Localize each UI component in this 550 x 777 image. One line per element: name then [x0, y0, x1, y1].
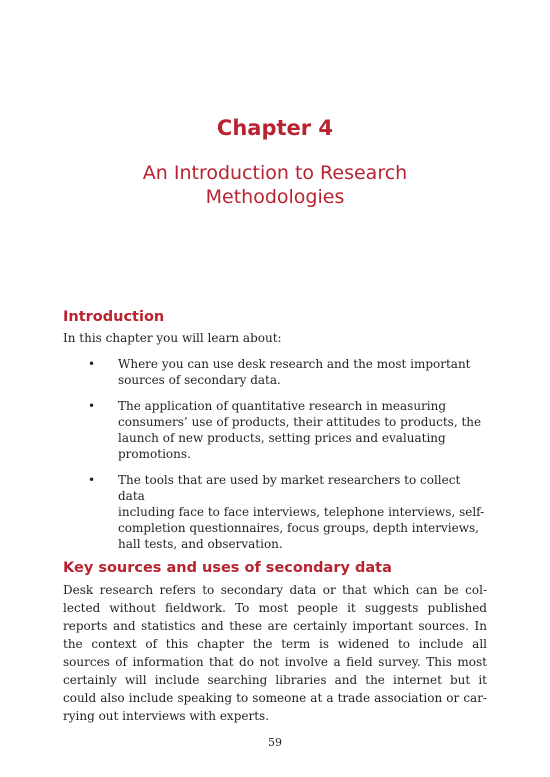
list-item-line: including face to face interviews, telephone interviews, self- — [118, 505, 485, 519]
learning-objectives-list — [63, 356, 487, 560]
chapter-number: Chapter 4 — [216, 116, 334, 140]
list-item-line: hall tests, and observation. — [118, 537, 283, 551]
paragraph-line: Desk research refers to secondary data or that which can be col- — [63, 583, 487, 597]
list-item-line: promotions. — [118, 447, 191, 461]
list-item-line: launch of new products, setting prices and evaluating — [118, 431, 446, 445]
paragraph-line: certainly will include searching libraries and the internet but it — [63, 673, 487, 687]
list-item-line: The application of quantitative research in measuring — [118, 399, 447, 413]
introduction-heading: Introduction — [63, 309, 165, 325]
chapter-title — [0, 161, 550, 209]
list-item — [63, 398, 487, 462]
introduction-lead: In this chapter you will learn about: — [63, 331, 282, 345]
list-item — [63, 356, 487, 388]
list-item-line: completion questionnaires, focus groups, depth interviews, — [118, 521, 479, 535]
secondary-data-heading: Key sources and uses of secondary data — [63, 560, 392, 576]
paragraph-line: rying out interviews with experts. — [63, 709, 270, 723]
list-item-line: Where you can use desk research and the most important — [118, 357, 471, 371]
bullet-icon: • — [88, 357, 96, 371]
paragraph-line: sources of information that do not involve a field survey. This most — [63, 655, 487, 669]
bullet-icon: • — [88, 399, 96, 413]
bullet-icon: • — [88, 473, 96, 487]
chapter-title-line: An Introduction to Research — [142, 162, 408, 184]
paragraph-line: could also include speaking to someone at a trade association or car- — [63, 691, 487, 705]
secondary-data-paragraph — [63, 581, 487, 725]
paragraph-line: reports and statistics and these are certainly important sources. In — [63, 619, 487, 633]
list-item-line: sources of secondary data. — [118, 373, 281, 387]
chapter-title-line: Methodologies — [205, 186, 345, 208]
list-item-line: consumers’ use of products, their attitudes to products, the — [118, 415, 482, 429]
page-number: 59 — [268, 736, 282, 749]
list-item-line: The tools that are used by market researchers to collect data — [118, 473, 461, 503]
paragraph-line: lected without fieldwork. To most people it suggests published — [63, 601, 487, 615]
paragraph-line: the context of this chapter the term is widened to include all — [63, 637, 487, 651]
list-item — [63, 472, 487, 552]
